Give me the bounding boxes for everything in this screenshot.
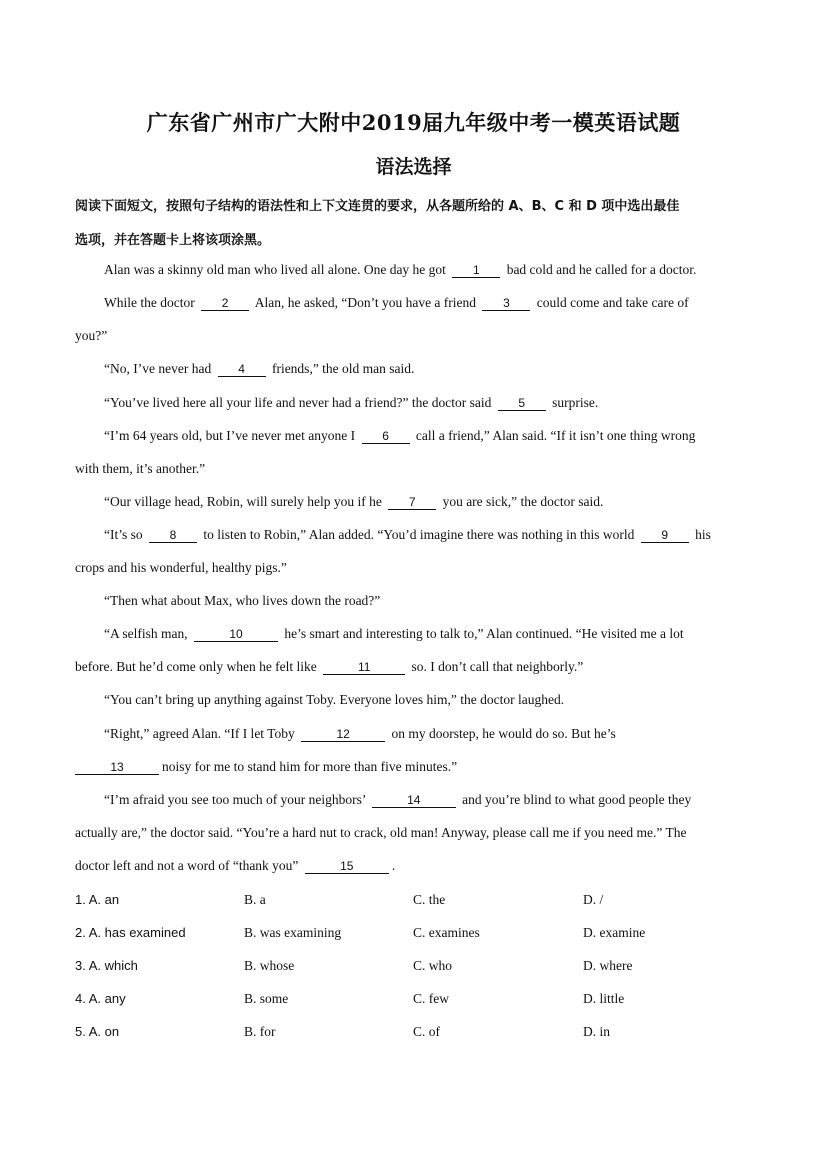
passage-line: “I’m afraid you see too much of your neighbors’ 14 and you’re blind to what good people they — [104, 792, 692, 807]
blank-7: 7 — [388, 495, 436, 510]
passage-line: actually are,” the doctor said. “You’re a hard nut to crack, old man! Anyway, please call me if you need me.” The — [75, 825, 687, 840]
option-b: B. was examining — [244, 925, 342, 940]
blank-4: 4 — [218, 362, 266, 377]
blank-3: 3 — [482, 296, 530, 311]
option-c: C. few — [413, 991, 449, 1006]
blank-8: 8 — [149, 528, 197, 543]
blank-12: 12 — [301, 727, 385, 742]
passage-line: “It’s so 8 to listen to Robin,” Alan added. “You’d imagine there was nothing in this world 9 his — [104, 527, 711, 542]
passage-line: with them, it’s another.” — [75, 461, 206, 476]
passage-line: you?” — [75, 328, 108, 343]
passage-line: crops and his wonderful, healthy pigs.” — [75, 560, 287, 575]
page-title: 广东省广州市广大附中2019届九年级中考一模英语试题 — [146, 110, 681, 135]
passage-line: before. But he’d come only when he felt like 11 so. I don’t call that neighborly.” — [75, 659, 584, 674]
blank-10: 10 — [194, 627, 278, 642]
option-c: C. who — [413, 958, 453, 973]
option-b: B. for — [244, 1024, 276, 1039]
option-c: C. examines — [413, 925, 480, 940]
option-c: C. the — [413, 892, 446, 907]
passage-line: Alan was a skinny old man who lived all alone. One day he got 1 bad cold and he called for a doctor. — [104, 262, 697, 277]
option-b: B. whose — [244, 958, 295, 973]
option-c: C. of — [413, 1024, 440, 1039]
option-d: D. / — [583, 892, 604, 907]
blank-9: 9 — [641, 528, 689, 543]
blank-14: 14 — [372, 793, 456, 808]
passage-line: “You’ve lived here all your life and never had a friend?” the doctor said 5 surprise. — [104, 395, 599, 410]
option-d: D. examine — [583, 925, 646, 940]
option-d: D. in — [583, 1024, 610, 1039]
passage-line: “I’m 64 years old, but I’ve never met anyone I 6 call a friend,” Alan said. “If it isn’t one thing wrong — [104, 428, 696, 443]
passage-line: “No, I’ve never had 4 friends,” the old man said. — [104, 361, 415, 376]
option-d: D. little — [583, 991, 625, 1006]
option-b: B. some — [244, 991, 289, 1006]
passage-line: “Right,” agreed Alan. “If I let Toby 12 on my doorstep, he would do so. But he’s — [104, 726, 616, 741]
blank-13: 13 — [75, 760, 159, 775]
option-a: 2. A. has examined — [75, 925, 186, 940]
passage-line: “Then what about Max, who lives down the road?” — [104, 593, 381, 608]
passage-line: doctor left and not a word of “thank you” 15 . — [75, 858, 396, 873]
option-a: 3. A. which — [75, 958, 138, 973]
passage-line: 13 noisy for me to stand him for more than five minutes.” — [75, 759, 457, 775]
option-a: 1. A. an — [75, 892, 120, 907]
blank-11: 11 — [323, 660, 405, 675]
blank-15: 15 — [305, 859, 389, 874]
instructions-line-1: 阅读下面短文，按照句子结构的语法性和上下文连贯的要求，从各题所给的 A、B、C 和 D 项中选出最佳 — [75, 199, 680, 214]
instructions-line-2: 选项，并在答题卡上将该项涂黑。 — [75, 233, 271, 248]
blank-1: 1 — [452, 263, 500, 278]
option-a: 5. A. on — [75, 1024, 120, 1039]
blank-5: 5 — [498, 396, 546, 411]
option-b: B. a — [244, 892, 266, 907]
section-title: 语法选择 — [375, 156, 452, 178]
blank-6: 6 — [362, 429, 410, 444]
passage-line: “A selfish man, 10 he’s smart and interesting to talk to,” Alan continued. “He visited me a lot — [104, 626, 684, 641]
option-d: D. where — [583, 958, 633, 973]
blank-2: 2 — [201, 296, 249, 311]
passage-line: “Our village head, Robin, will surely help you if he 7 you are sick,” the doctor said. — [104, 494, 604, 509]
passage-line: While the doctor 2 Alan, he asked, “Don’t you have a friend 3 could come and take care of — [104, 295, 689, 310]
option-a: 4. A. any — [75, 991, 126, 1006]
passage-line: “You can’t bring up anything against Toby. Everyone loves him,” the doctor laughed. — [104, 692, 565, 707]
